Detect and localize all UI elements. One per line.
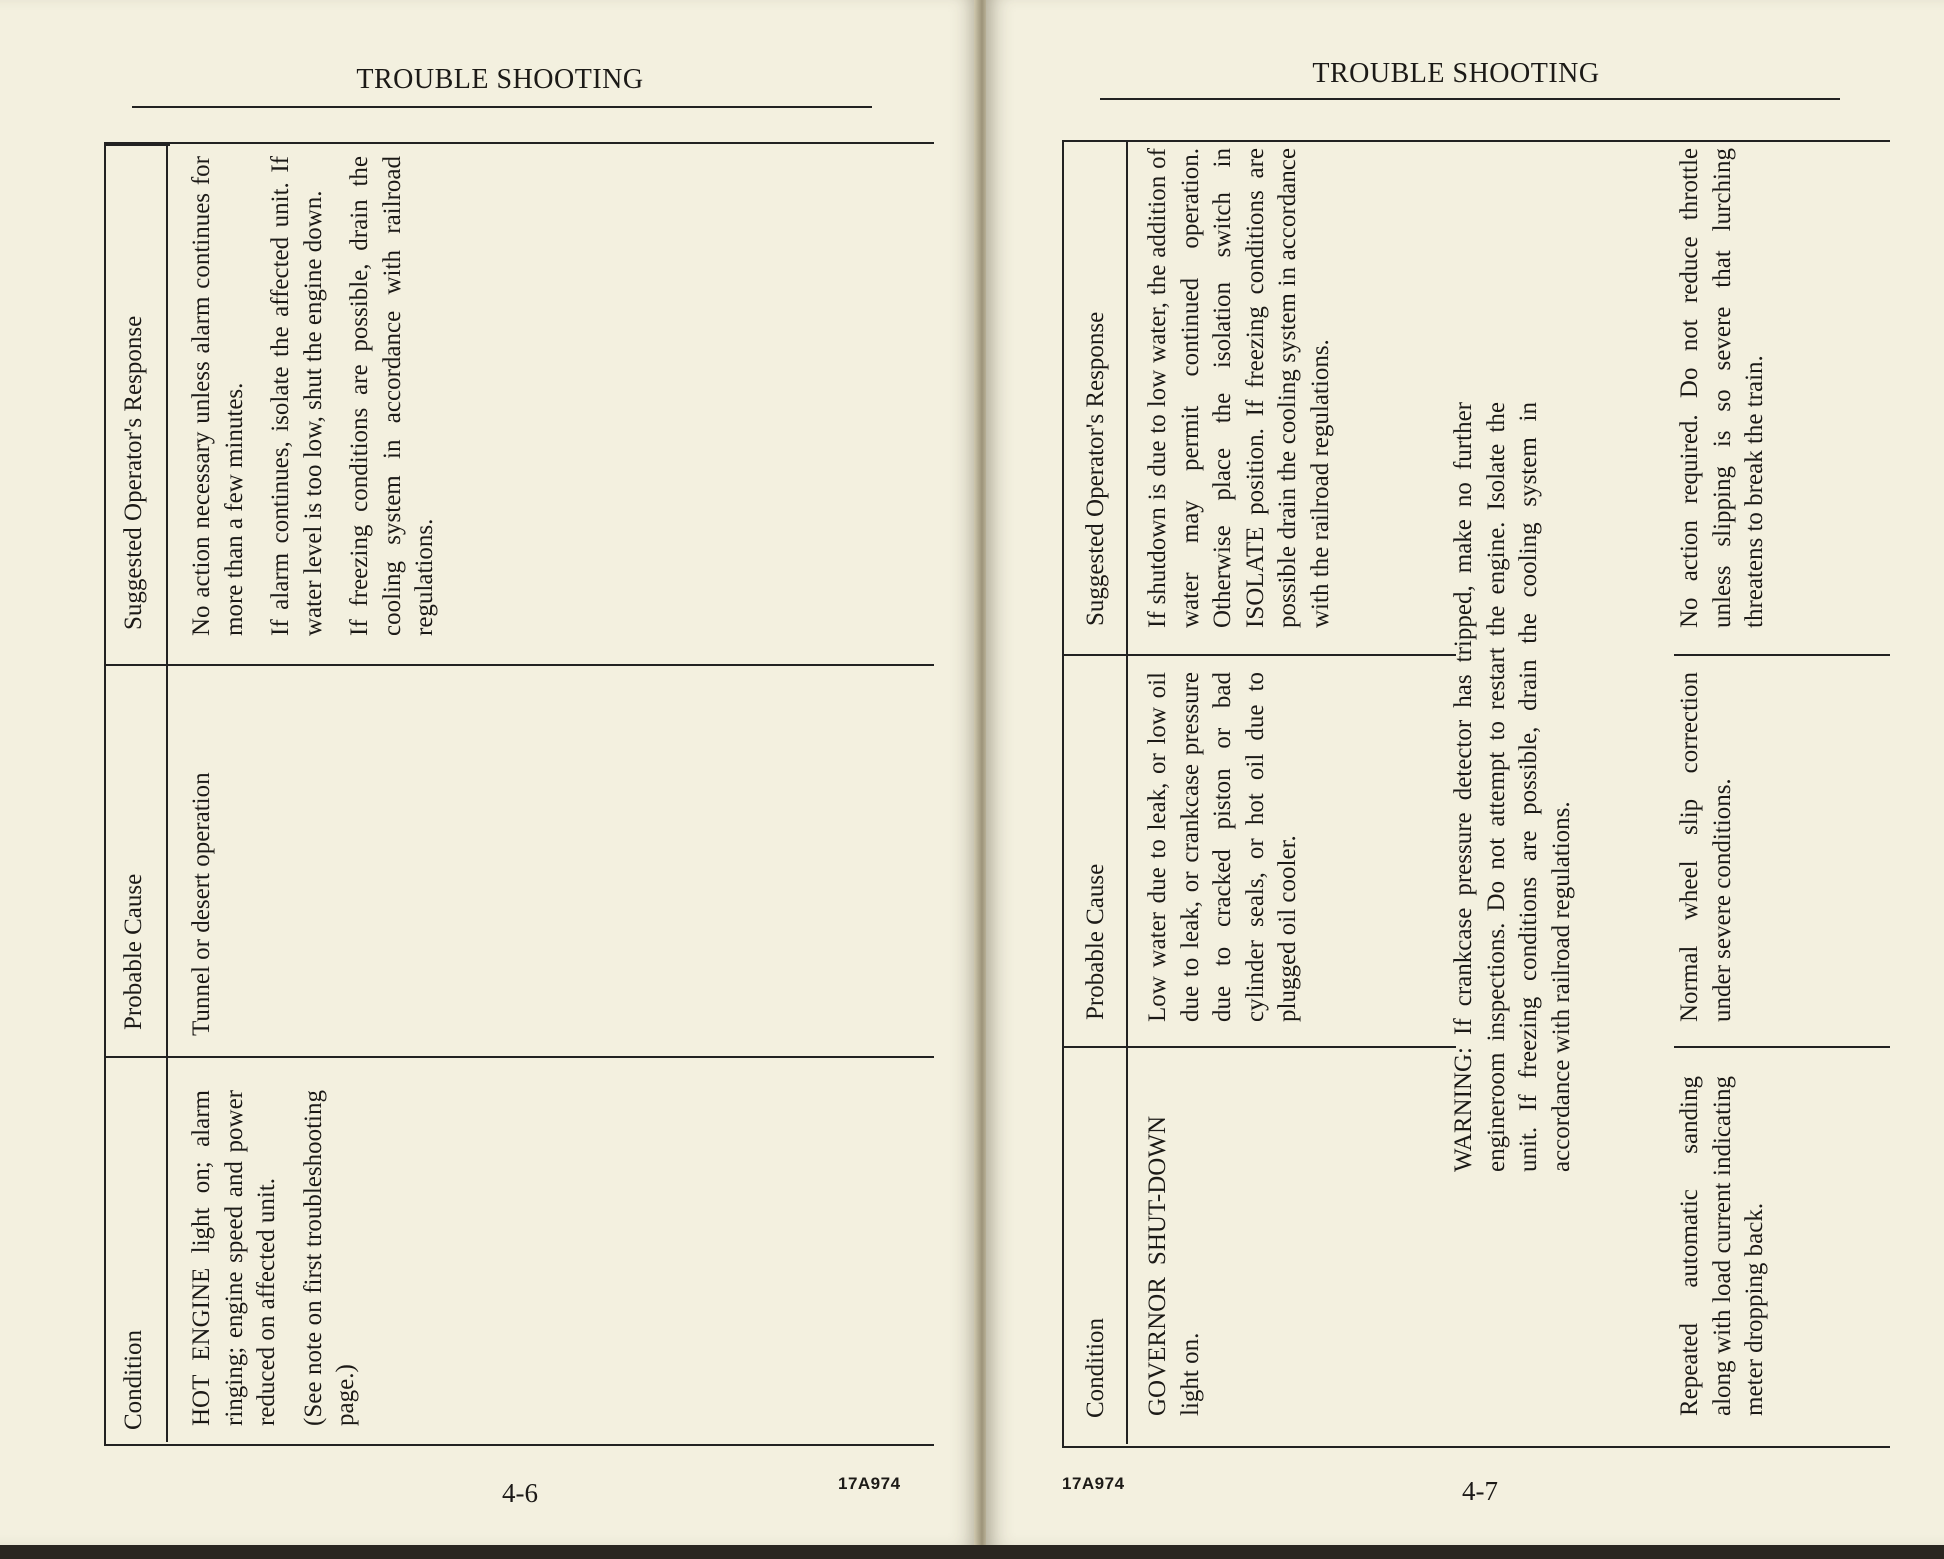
response-text: If shutdown is due to low water, the addition of water may permit continued operation. Otherwise place the isolation switch in ISOLATE position. If freezing conditions are possible drain the cooling system in accordance with the railroad regulations. bbox=[1144, 148, 1334, 628]
column-divider bbox=[1674, 654, 1890, 656]
right-page bbox=[986, 0, 1944, 1545]
warning-text: If crankcase pressure detector has tripped, make no further engineroom inspections. Do not attempt to restart the engine. Isolate the unit. If freezing conditions are possible, drain the cooling system in accordance with railroad regulations. bbox=[1450, 401, 1575, 1172]
probable-cause-cell bbox=[1142, 672, 1372, 1022]
column-header-probable-cause: Probable Cause bbox=[1082, 863, 1109, 1020]
condition-text: Repeated automatic sanding along with load current indicating meter dropping back. bbox=[1676, 1076, 1768, 1416]
page-heading: TROUBLE SHOOTING bbox=[1312, 58, 1600, 89]
condition-cell bbox=[186, 1090, 406, 1426]
response-cell bbox=[1674, 148, 1874, 628]
column-header-response: Suggested Operator's Response bbox=[1082, 311, 1109, 626]
probable-cause-text: Normal wheel slip correction under severe conditions. bbox=[1676, 672, 1736, 1022]
probable-cause-cell bbox=[1674, 672, 1874, 1022]
header-divider bbox=[166, 142, 168, 1442]
response-text: If freezing conditions are possible, drain the cooling system in accordance with railroad regulations. bbox=[346, 156, 438, 636]
page-number: 4-6 bbox=[502, 1478, 538, 1508]
column-header-probable-cause: Probable Cause bbox=[120, 873, 147, 1030]
column-divider bbox=[106, 664, 934, 666]
page-number: 4-7 bbox=[1462, 1476, 1498, 1506]
column-header-condition: Condition bbox=[120, 1329, 147, 1430]
condition-cell bbox=[1674, 1076, 1874, 1416]
condition-text: HOT ENGINE light on; alarm ringing; engine speed and power reduced on affected unit. bbox=[188, 1090, 280, 1426]
page-heading: TROUBLE SHOOTING bbox=[356, 64, 644, 95]
document-code: 17A974 bbox=[838, 1474, 901, 1493]
heading-rule bbox=[1100, 98, 1840, 100]
column-header-response: Suggested Operator's Response bbox=[120, 315, 147, 630]
response-cell bbox=[1142, 148, 1402, 628]
condition-note: (See note on first troubleshooting page.) bbox=[299, 1090, 359, 1426]
column-divider bbox=[1674, 1046, 1890, 1048]
response-text: No action necessary unless alarm continues for more than a few minutes. bbox=[188, 156, 248, 636]
left-page bbox=[0, 0, 978, 1545]
document-code: 17A974 bbox=[1062, 1474, 1125, 1493]
column-divider bbox=[1064, 1046, 1456, 1048]
header-divider bbox=[1126, 140, 1128, 1444]
condition-cell bbox=[1142, 1116, 1242, 1416]
column-divider bbox=[1064, 654, 1456, 656]
probable-cause-cell bbox=[186, 696, 276, 1036]
warning-block bbox=[1448, 402, 1648, 1172]
condition-text: GOVERNOR SHUT-DOWN light on. bbox=[1144, 1116, 1204, 1416]
response-cell bbox=[186, 156, 526, 636]
heading-rule bbox=[132, 106, 872, 108]
response-text: If alarm continues, isolate the affected unit. If water level is too low, shut the engine down. bbox=[267, 156, 327, 636]
response-text: No action required. Do not reduce throttle unless slipping is so severe that lurching threatens to break the train. bbox=[1676, 148, 1768, 628]
warning-label: WARNING: bbox=[1450, 1047, 1477, 1172]
column-header-condition: Condition bbox=[1082, 1317, 1109, 1418]
column-divider bbox=[106, 1056, 934, 1058]
probable-cause-text: Tunnel or desert operation bbox=[188, 772, 215, 1036]
probable-cause-text: Low water due to leak, or low oil due to leak, or crankcase pressure due to cracked piston or bad cylinder seals, or hot oil due to plugged oil cooler. bbox=[1144, 672, 1301, 1022]
